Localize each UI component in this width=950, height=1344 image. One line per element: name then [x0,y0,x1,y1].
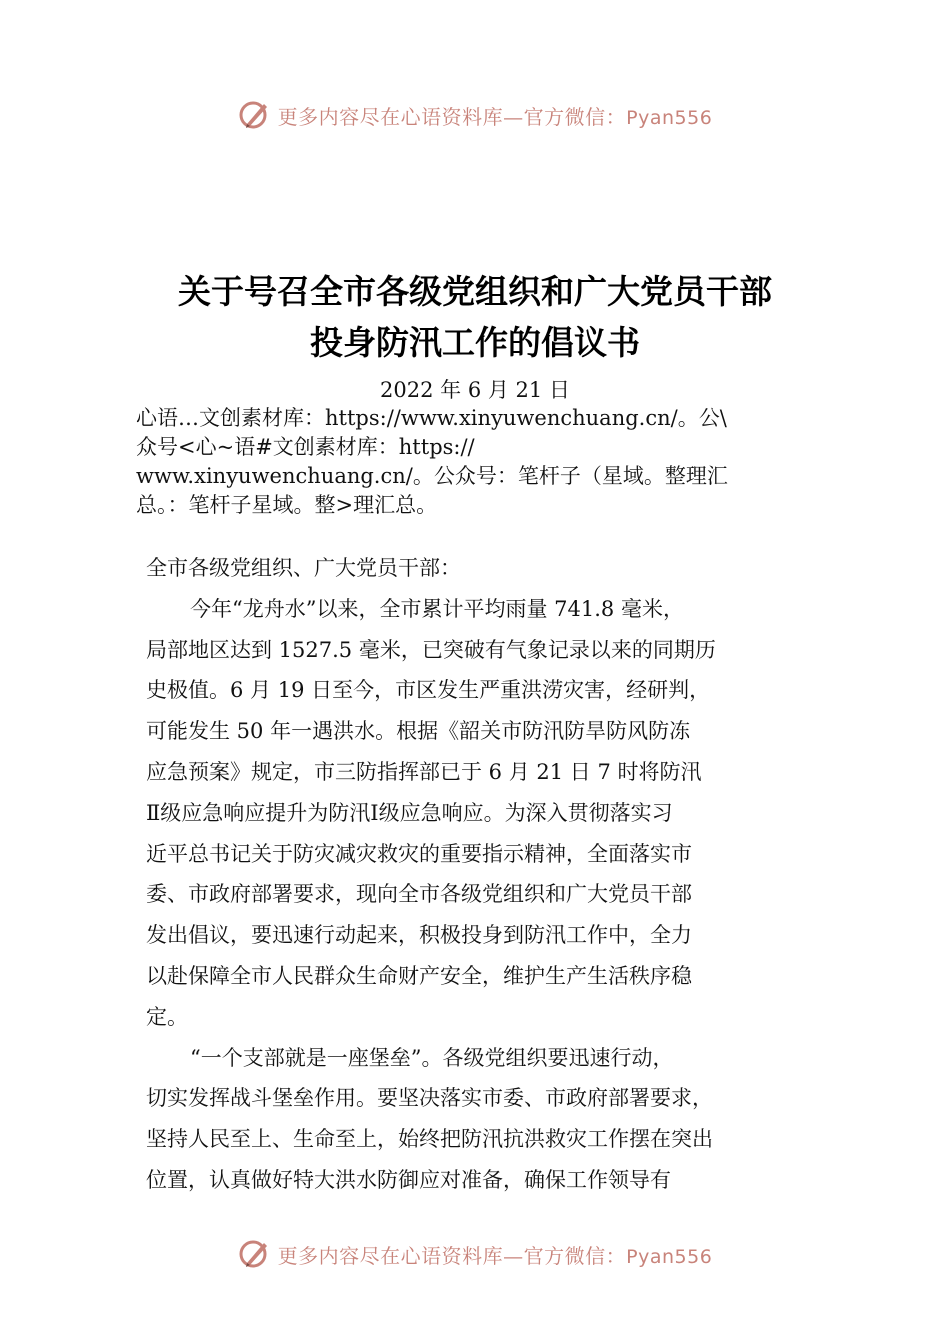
body-line: 切实发挥战斗堡垒作用。要坚决落实市委、市政府部署要求， [146,1086,713,1111]
source-note [136,404,826,520]
body-line: “一个支部就是一座堡垒”。各级党组织要迅速行动， [190,1045,674,1070]
body-line: 今年“龙舟水”以来，全市累计平均雨量 741.8 毫米， [190,596,684,621]
footer-watermark-banner [0,1234,950,1274]
source-line: www.xinyuwenchuang.cn/。公众号：笔杆子（星域。整理汇 [136,464,728,488]
pen-seal-logo-icon [238,98,272,132]
banner-text: 更多内容尽在心语资料库—官方微信：Pyan556 [277,1243,713,1268]
body-line: 史极值。6 月 19 日至今，市区发生严重洪涝灾害，经研判， [146,678,711,703]
header-watermark-banner [0,95,950,135]
body-line: 定。 [146,1004,188,1029]
wechat-id: Pyan556 [626,1245,713,1268]
document-title-line-1: 关于号召全市各级党组织和广大党员干部 [178,272,772,311]
body-line: 发出倡议，要迅速行动起来，积极投身到防汛工作中，全力 [146,923,692,948]
body-line: 坚持人民至上、生命至上，始终把防汛抗洪救灾工作摆在突出 [146,1127,713,1152]
body-line: 应急预案》规定，市三防指挥部已于 6 月 21 日 7 时将防汛 [146,759,702,784]
body-line: 近平总书记关于防灾减灾救灾的重要指示精神，全面落实市 [146,841,692,866]
body-line: 以赴保障全市人民群众生命财产安全，维护生产生活秩序稳 [146,963,692,988]
wechat-id: Pyan556 [626,106,713,129]
body-line: 可能发生 50 年一遇洪水。根据《韶关市防汛防旱防风防冻 [146,719,691,744]
source-line: 众号<心~语#文创素材库：https:// [136,435,475,459]
body-line: 位置，认真做好特大洪水防御应对准备，确保工作领导有 [146,1167,671,1192]
source-line: 总。：笔杆子星域。整>理汇总。 [136,493,438,517]
salutation: 全市各级党组织、广大党员干部： [146,556,461,580]
pen-seal-logo-icon [238,1237,272,1271]
body-line: 委、市政府部署要求，现向全市各级党组织和广大党员干部 [146,882,692,907]
document-date: 2022 年 6 月 21 日 [380,378,570,402]
body-line: Ⅱ级应急响应提升为防汛Ⅰ级应急响应。为深入贯彻落实习 [146,800,673,825]
document-title-line-2: 投身防汛工作的倡议书 [310,323,640,362]
document-body [146,548,816,1201]
source-line: 心语…文创素材库：https://www.xinyuwenchuang.cn/。公\ [136,406,727,430]
banner-text: 更多内容尽在心语资料库—官方微信：Pyan556 [277,104,713,129]
body-line: 局部地区达到 1527.5 毫米，已突破有气象记录以来的同期历 [146,637,716,662]
